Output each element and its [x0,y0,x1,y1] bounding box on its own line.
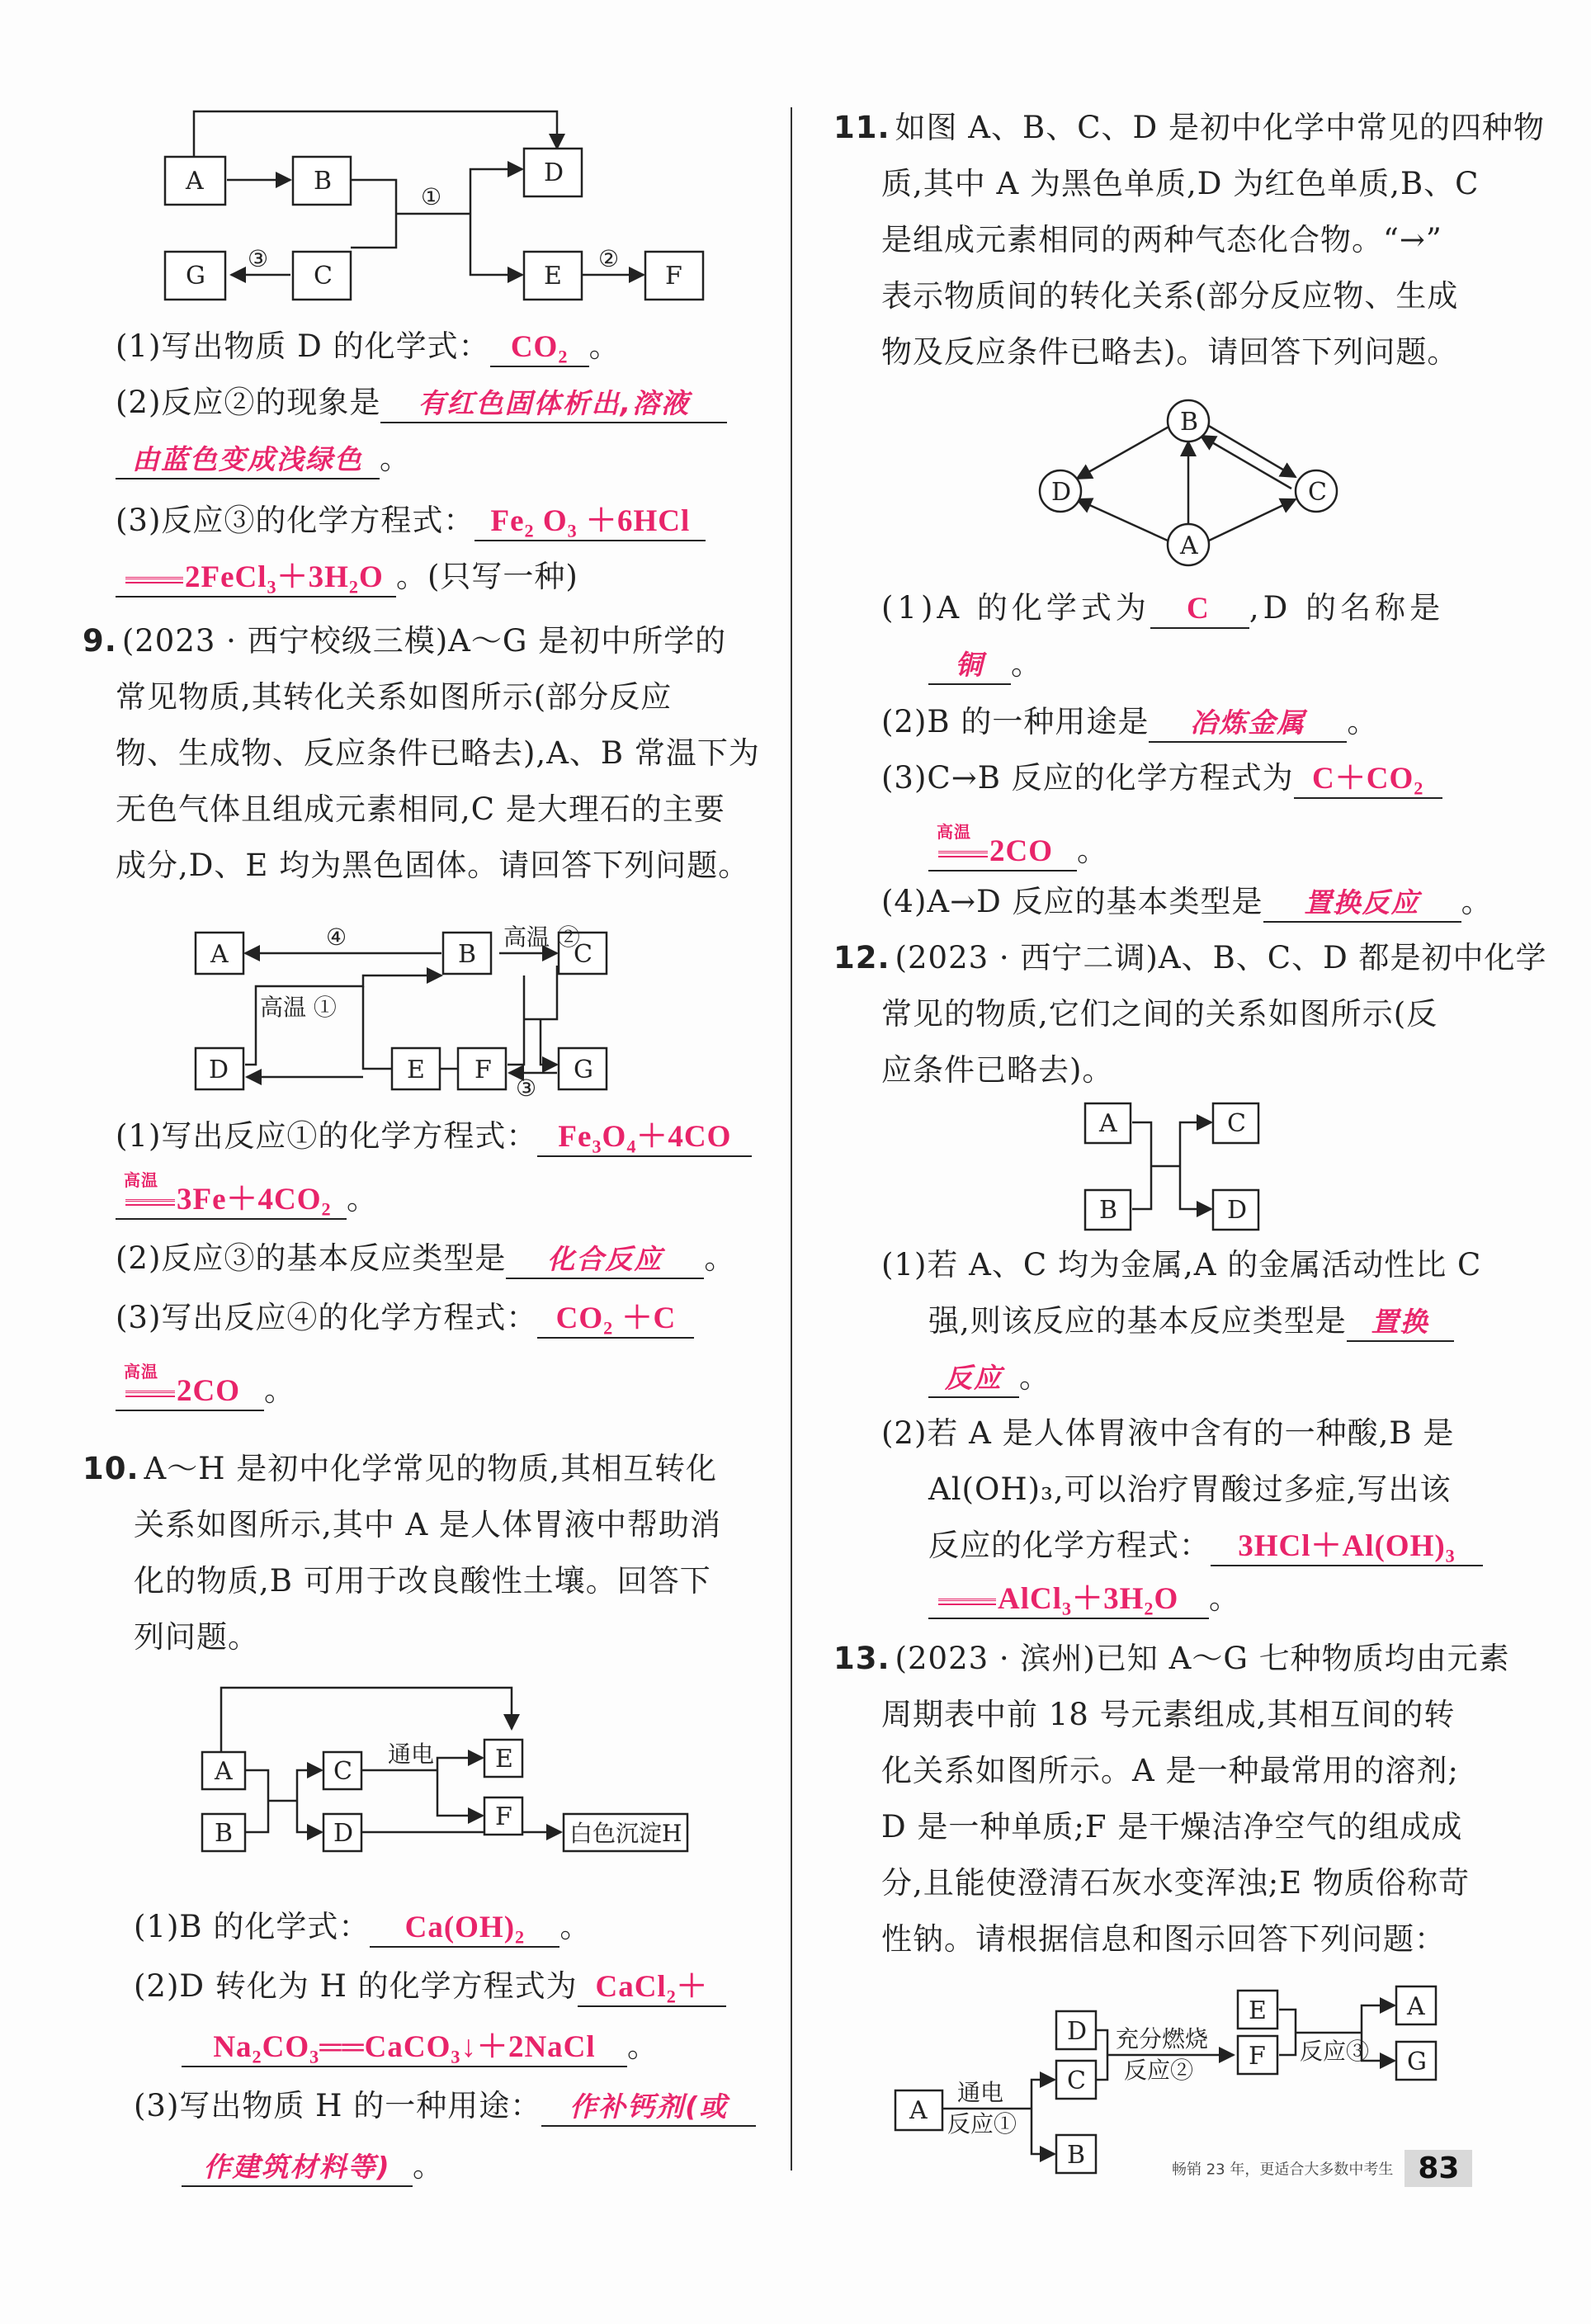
q12-part2-text-b: Al(OH)₃,可以治疗胃酸过多症,写出该 [928,1471,1452,1507]
q12-number: 12. [833,940,890,975]
q11-part1 [881,588,1444,629]
q11-part2-answer: 冶炼金属 [1149,705,1347,743]
q10-stem-4 [134,1617,259,1658]
q8-diagram [157,103,751,318]
q9-text-2: 常见物质,其转化关系如图所示(部分反应 [116,679,673,715]
q8-part1-answer: CO₂ [490,329,589,367]
q11-part4-text: (4)A→D 反应的基本类型是 [881,884,1263,919]
q9-part1-period: 。 [347,1181,378,1216]
q9-part2-text: (2)反应③的基本反应类型是 [116,1240,507,1276]
q13-label-g: G [1407,2048,1427,2076]
q12-arrow-c [1180,1122,1211,1166]
q12-label-b: B [1099,1196,1118,1225]
q9-stem-5 [116,845,749,886]
q13-bracket-dc [1096,2030,1107,2080]
q8-reaction-3: ③ [248,245,269,272]
q8-equals-sign [125,577,183,583]
q9-part2 [116,1238,735,1279]
q9-part1-condition: 高温 [124,1170,158,1190]
q10-part2 [134,1966,726,2007]
q8-part3-answer-a: Fe₂ O₃ ＋6HCl [474,503,706,541]
q9-arrow-to-c [524,966,557,1019]
q10-label-f: F [495,1802,512,1831]
q9-stem-4 [116,789,725,830]
q12-part2-period: 。 [1209,1580,1240,1616]
q13-cond-2b: 反应② [1124,2057,1194,2084]
q13-cond-1a: 通电 [957,2079,1004,2106]
q10-part3-text: (3)写出物质 H 的一种用途： [134,2088,542,2123]
q13-stem-3 [881,1750,1459,1792]
q11-part1-answer2: 铜 [928,647,1011,685]
q10-part3-cont [182,2146,444,2187]
q12-diagram [1081,1102,1296,1242]
q10-part1-answer: Ca(OH)₂ [370,1910,559,1948]
q10-label-h: 白色沉淀H [569,1820,682,1847]
q8-label-b: B [314,167,333,196]
q13-arrow-a [1362,2005,1395,2033]
q11-part3 [881,758,1442,799]
q8-reaction-1: ① [421,183,442,210]
q11-part2-text: (2)B 的一种用途是 [881,704,1150,739]
q9-reaction-1: 高温 ① [260,994,337,1021]
q8-part1-period: 。 [588,328,621,364]
q11-stem-1 [833,107,1545,149]
q11-part1-answer: C [1150,591,1249,629]
q9-part3-cont [116,1363,295,1411]
q10-number: 10. [83,1451,139,1486]
q8-label-g: G [186,262,205,290]
q9-part1-answer-b [116,1172,347,1220]
q13-text-4: D 是一种单质;F 是干燥洁净空气的组成成 [881,1809,1463,1845]
q11-diagram [1032,388,1345,578]
q12-text-3: 应条件已略去)。 [881,1052,1114,1088]
q10-label-d: D [333,1819,354,1848]
q11-part3-equals [938,851,988,857]
q9-part3-condition: 高温 [124,1362,158,1382]
q10-part2-cont [182,2026,659,2067]
q10-label-a: A [215,1757,233,1786]
q8-part3-answer-b-text: 2FeCl₃＋3H₂O [185,560,384,594]
q10-label-c: C [333,1757,352,1786]
q9-reaction-4: ④ [326,923,347,951]
q13-text-2: 周期表中前 18 号元素组成,其相互间的转 [881,1697,1456,1732]
q12-part1-answer-b: 反应 [928,1360,1019,1398]
q8-label-e: E [544,262,562,290]
q11-text-2: 质,其中 A 为黑色单质,D 为红色单质,B、C [881,166,1480,201]
q13-cond-2a: 充分燃烧 [1116,2025,1209,2052]
q11-text-5: 物及反应条件已略去)。请回答下列问题。 [881,334,1459,370]
q9-label-b: B [458,940,477,969]
q9-diagram [194,916,722,1102]
q8-part2-answer-a: 有红色固体析出,溶液 [380,385,727,423]
q9-reaction-2: 高温 ② [503,923,580,951]
q8-part2-answer-b: 由蓝色变成浅绿色 [116,442,380,479]
page-footer [1172,2150,1472,2187]
q8-part3-answer-b [116,560,396,598]
q8-label-c: C [314,262,333,290]
q12-part2-c [928,1525,1483,1566]
q11-part3-cont [928,824,1108,872]
q9-part2-period: 。 [704,1240,736,1276]
q10-arrow-d [297,1801,322,1832]
q10-label-b: B [215,1819,234,1848]
q11-stem-5 [881,332,1458,373]
q11-number: 11. [833,110,890,145]
q8-arrow-d [470,169,522,214]
q11-stem-4 [881,276,1458,317]
q13-diagram [891,1968,1485,2170]
q11-part3-answer-b-text: 2CO [989,834,1053,868]
q10-part2-text: (2)D 转化为 H 的化学方程式为 [134,1968,578,2004]
q11-part3-answer-a: C＋CO₂ [1294,761,1442,799]
q9-label-d: D [209,1056,229,1084]
q13-stem-4 [881,1807,1462,1848]
q9-text-3: 物、生成物、反应条件已略去),A、B 常温下为 [116,735,760,771]
q13-text-5: 分,且能使澄清石灰水变浑浊;E 物质俗称苛 [881,1865,1470,1901]
q11-label-d: D [1051,478,1072,507]
q9-part3-equals [125,1391,175,1397]
q11-arrow-b-d [1077,425,1172,479]
q11-part4-answer: 置换反应 [1263,885,1461,923]
q10-part1-period: 。 [559,1909,592,1944]
q9-label-g: G [574,1056,593,1084]
q12-part1-b [928,1301,1454,1342]
q13-stem-2 [881,1694,1455,1736]
q8-part3 [116,500,706,541]
q10-part2-period: 。 [627,2029,659,2064]
q9-part1-equals [125,1199,175,1206]
q9-part1 [116,1116,752,1157]
q10-part2-answer-b: Na₂CO₃══CaCO₃↓＋2NaCl [182,2029,627,2067]
q11-label-c: C [1308,478,1327,507]
q13-text-3: 化关系如图所示。A 是一种最常用的溶剂; [881,1753,1459,1788]
q10-part2-answer-a: CaCl₂＋ [578,1969,726,2007]
q10-condition-electrolysis: 通电 [388,1741,435,1768]
q11-part4 [881,881,1493,923]
q13-arrow-c [1032,2080,1055,2109]
q10-arrow-c [297,1770,322,1801]
q11-arrow-b-c [1203,423,1296,477]
q10-text-1: A～H 是初中化学常见的物质,其相互转化 [144,1451,718,1486]
q13-cond-1b: 反应① [947,2110,1017,2137]
q13-stem-6 [881,1919,1446,1960]
q8-arrow-bd [351,180,396,248]
q8-part1 [116,326,621,367]
q12-label-d: D [1227,1196,1248,1225]
q13-label-e: E [1249,1996,1267,2025]
q9-part3-answer-b [116,1363,264,1411]
q8-label-f: F [665,262,682,290]
q9-part3-period: 。 [264,1372,295,1408]
q13-text-1: (2023 · 滨州)已知 A～G 七种物质均由元素 [895,1641,1510,1676]
q8-part2-period: 。 [380,441,411,476]
q12-part2-answer-b-text: AlCl₃＋3H₂O [998,1582,1179,1616]
q13-label-b: B [1067,2141,1086,2170]
q12-part2-b [928,1469,1451,1510]
q8-part1-text: (1)写出物质 D 的化学式： [116,328,490,364]
q10-part3 [134,2085,756,2127]
q9-part1-answer-a: Fe₃O₄＋4CO [537,1119,752,1157]
q9-part3 [116,1297,694,1339]
footer-tagline: 畅销 23 年，更适合大多数中考生 [1172,2161,1394,2179]
q11-part4-period: 。 [1461,884,1493,919]
q11-arrow-a-d [1077,499,1168,541]
q10-bracket-ab [246,1770,268,1832]
q8-part2 [116,382,727,423]
q11-arrow-a-c [1209,499,1296,541]
q11-part3-answer-b [928,824,1077,872]
q9-number: 9. [83,623,117,659]
q9-label-f: F [474,1056,492,1084]
q9-part2-answer: 化合反应 [506,1241,704,1279]
q12-part1-text-b: 强,则该反应的基本反应类型是 [928,1303,1347,1339]
q12-stem-2 [881,994,1438,1035]
q12-arrow-d [1180,1166,1211,1209]
q9-part3-answer-a: CO₂ ＋C [537,1301,694,1339]
q12-text-2: 常见的物质,它们之间的关系如图所示(反 [881,996,1438,1032]
q12-label-c: C [1227,1109,1246,1138]
q8-part2-text: (2)反应②的现象是 [116,385,381,420]
q12-part1-text-a: (1)若 A、C 均为金属,A 的金属活动性比 C [881,1247,1482,1282]
q13-arrow-b [1032,2109,1055,2154]
q9-stem-3 [116,733,760,774]
q11-part3-text: (3)C→B 反应的化学方程式为 [881,760,1294,796]
q10-part3-answer-b: 作建筑材料等) [182,2149,413,2187]
q11-part3-condition: 高温 [937,822,971,842]
q12-stem-1 [833,938,1547,979]
q13-label-c: C [1067,2067,1086,2095]
q8-label-d: D [544,158,564,187]
q10-arrow-top [221,1688,512,1752]
q9-part3-text: (3)写出反应④的化学方程式： [116,1300,538,1335]
q8-arrow-e [470,214,522,275]
q13-stem-5 [881,1863,1470,1904]
q12-part1-a [881,1245,1481,1286]
q10-text-4: 列问题。 [134,1619,259,1655]
q8-reaction-2: ② [598,245,620,272]
q9-part1-cont [116,1172,378,1220]
q13-stem-1 [833,1638,1510,1679]
q12-part2-answer-a: 3HCl＋Al(OH)₃ [1211,1528,1483,1566]
q13-label-f: F [1249,2042,1266,2071]
q11-part2-period: 。 [1347,704,1379,739]
q9-reaction-3: ③ [516,1075,537,1102]
q13-cond-3: 反应③ [1300,2038,1370,2065]
q9-label-c: C [574,940,592,969]
q12-label-a: A [1099,1109,1117,1138]
q11-text-4: 表示物质间的转化关系(部分反应物、生成 [881,278,1459,314]
q10-stem-2 [134,1504,721,1546]
q11-part1-text: (1)A 的化学式为 [881,590,1150,626]
q12-part2-d [928,1578,1240,1619]
q10-stem-1 [83,1448,717,1490]
q8-part3-cont [116,556,578,598]
q11-part1-period: 。 [1011,646,1042,682]
q8-part2-cont [116,438,411,479]
q13-label-a: A [909,2096,928,2125]
q9-part1-text: (1)写出反应①的化学方程式： [116,1118,538,1154]
q10-part3-answer-a: 作补钙剂(或 [541,2089,756,2127]
q13-label-a2: A [1407,1992,1425,2021]
q9-arrow-to-g [541,1019,557,1065]
q12-part1-answer-a: 置换 [1347,1304,1454,1342]
q9-part1-answer-b-text: 3Fe＋4CO₂ [177,1183,332,1216]
q12-part2-text-c: 反应的化学方程式： [928,1528,1211,1563]
q11-part3-period: 。 [1077,833,1108,868]
q9-text-4: 无色气体且组成元素相同,C 是大理石的主要 [116,791,725,827]
q8-part3-note: 。(只写一种) [396,559,578,594]
q12-part2-answer-b [928,1581,1209,1619]
q11-part1-cont [928,644,1042,685]
q11-arrow-c-b [1201,436,1291,489]
q10-arrow-f [437,1770,483,1816]
q9-label-e: E [407,1056,425,1084]
q8-part3-text: (3)反应③的化学方程式： [116,503,475,538]
q13-text-6: 性钠。请根据信息和图示回答下列问题： [881,1921,1446,1957]
q11-text-1: 如图 A、B、C、D 是初中化学中常见的四种物 [895,110,1545,145]
q9-text-5: 成分,D、E 均为黑色固体。请回答下列问题。 [116,848,750,883]
q10-text-3: 化的物质,B 可用于改良酸性土壤。回答下 [134,1563,711,1599]
q9-bracket-right [508,975,524,1065]
q11-stem-3 [881,220,1442,261]
column-divider [791,107,792,2170]
q10-text-2: 关系如图所示,其中 A 是人体胃液中帮助消 [134,1507,722,1542]
q12-part2-a [881,1413,1454,1454]
q10-part1-text: (1)B 的化学式： [134,1909,371,1944]
q8-arrow-top [194,111,557,157]
q9-stem-2 [116,677,672,718]
q9-stem-1 [83,621,726,662]
q10-part1 [134,1906,591,1948]
q12-text-1: (2023 · 西宁二调)A、B、C、D 都是初中化学 [895,940,1547,975]
q11-text-3: 是组成元素相同的两种气态化合物。“→” [881,222,1442,257]
q10-label-e: E [495,1745,513,1774]
q13-label-d: D [1067,2017,1088,2046]
q12-part2-equals [938,1599,996,1605]
page-number: 83 [1405,2150,1472,2187]
q12-part1-period: 。 [1019,1359,1050,1395]
q10-arrow-e [437,1758,483,1770]
q12-bracket-ab [1132,1122,1151,1209]
q11-label-a: A [1180,531,1198,560]
q13-bracket-ef [1279,2010,1296,2055]
q12-part1-c [928,1357,1050,1398]
q12-stem-3 [881,1050,1113,1091]
q9-part3-answer-b-text: 2CO [177,1374,240,1408]
q11-part2 [881,701,1378,743]
q11-label-b: B [1180,408,1199,437]
q8-label-a: A [186,167,204,196]
q10-part3-period: 。 [413,2148,444,2184]
q10-diagram [198,1679,693,1894]
q13-number: 13. [833,1641,890,1676]
q11-stem-2 [881,163,1479,205]
q10-stem-3 [134,1561,711,1602]
q12-part2-text-a: (2)若 A 是人体胃液中含有的一种酸,B 是 [881,1415,1455,1451]
q11-part1-mid: ,D 的名称是 [1249,590,1445,626]
q9-label-a: A [210,940,229,969]
q9-text-1: (2023 · 西宁校级三模)A～G 是初中所学的 [121,623,727,659]
